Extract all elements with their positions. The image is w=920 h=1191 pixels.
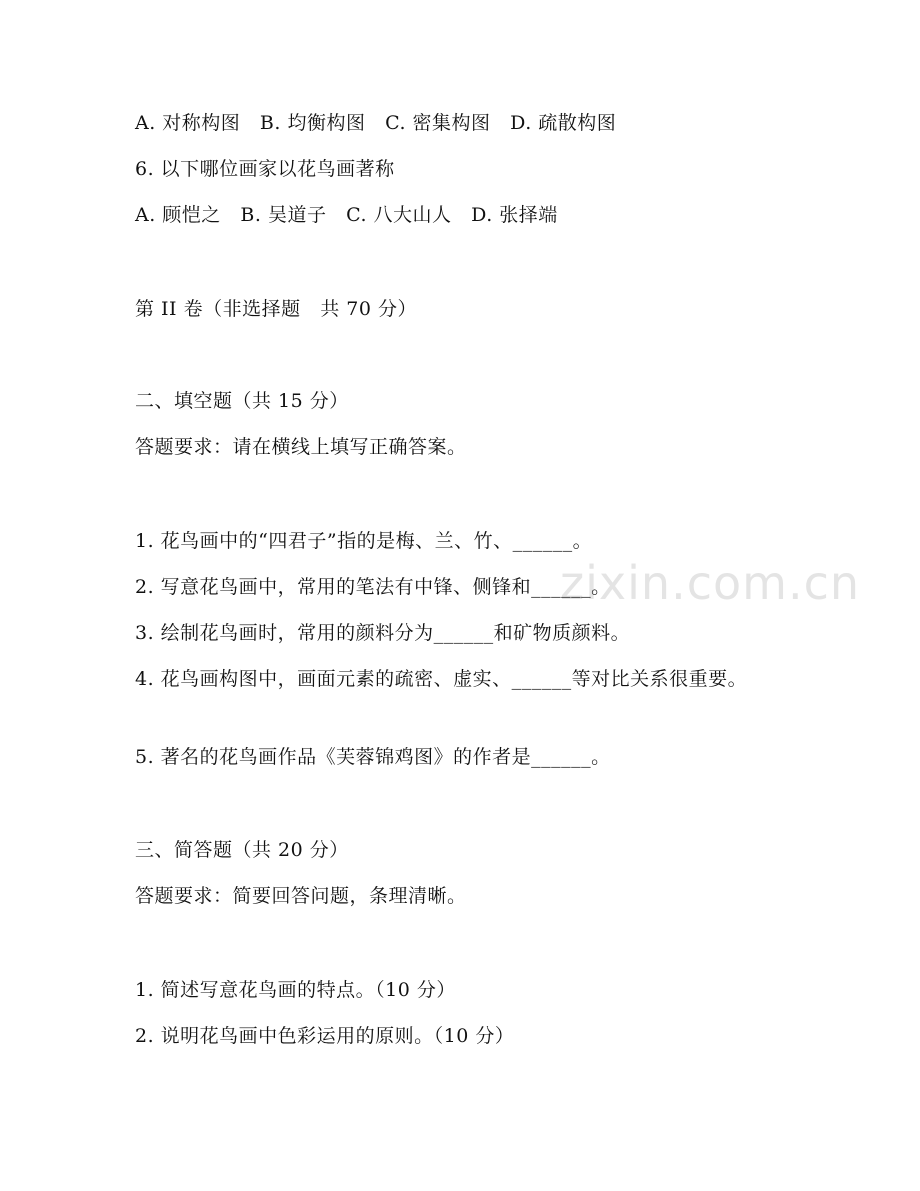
- fill-section-heading: 二、填空题（共 15 分）: [135, 390, 349, 412]
- question-5-options: A. 对称构图 B. 均衡构图 C. 密集构图 D. 疏散构图: [135, 112, 617, 134]
- fill-item-1: 1. 花鸟画中的“四君子”指的是梅、兰、竹、______。: [135, 530, 593, 552]
- short-item-2: 2. 说明花鸟画中色彩运用的原则。（10 分）: [135, 1025, 515, 1047]
- short-section-instruction: 答题要求：简要回答问题，条理清晰。: [135, 885, 467, 907]
- short-section-heading: 三、简答题（共 20 分）: [135, 839, 349, 861]
- fill-item-2: 2. 写意花鸟画中，常用的笔法有中锋、侧锋和______。: [135, 576, 611, 598]
- part-2-title: 第 II 卷（非选择题 共 70 分）: [135, 298, 417, 320]
- question-6-text: 6. 以下哪位画家以花鸟画著称: [135, 158, 395, 180]
- short-item-1: 1. 简述写意花鸟画的特点。（10 分）: [135, 979, 456, 1001]
- fill-section-instruction: 答题要求：请在横线上填写正确答案。: [135, 436, 467, 458]
- fill-item-3: 3. 绘制花鸟画时，常用的颜料分为______和矿物质颜料。: [135, 622, 631, 644]
- question-6-options: A. 顾恺之 B. 吴道子 C. 八大山人 D. 张择端: [135, 204, 558, 226]
- watermark: zixin.com.cn: [560, 556, 861, 610]
- fill-item-5: 5. 著名的花鸟画作品《芙蓉锦鸡图》的作者是______。: [135, 746, 611, 768]
- fill-item-4: 4. 花鸟画构图中，画面元素的疏密、虚实、______等对比关系很重要。: [135, 668, 748, 690]
